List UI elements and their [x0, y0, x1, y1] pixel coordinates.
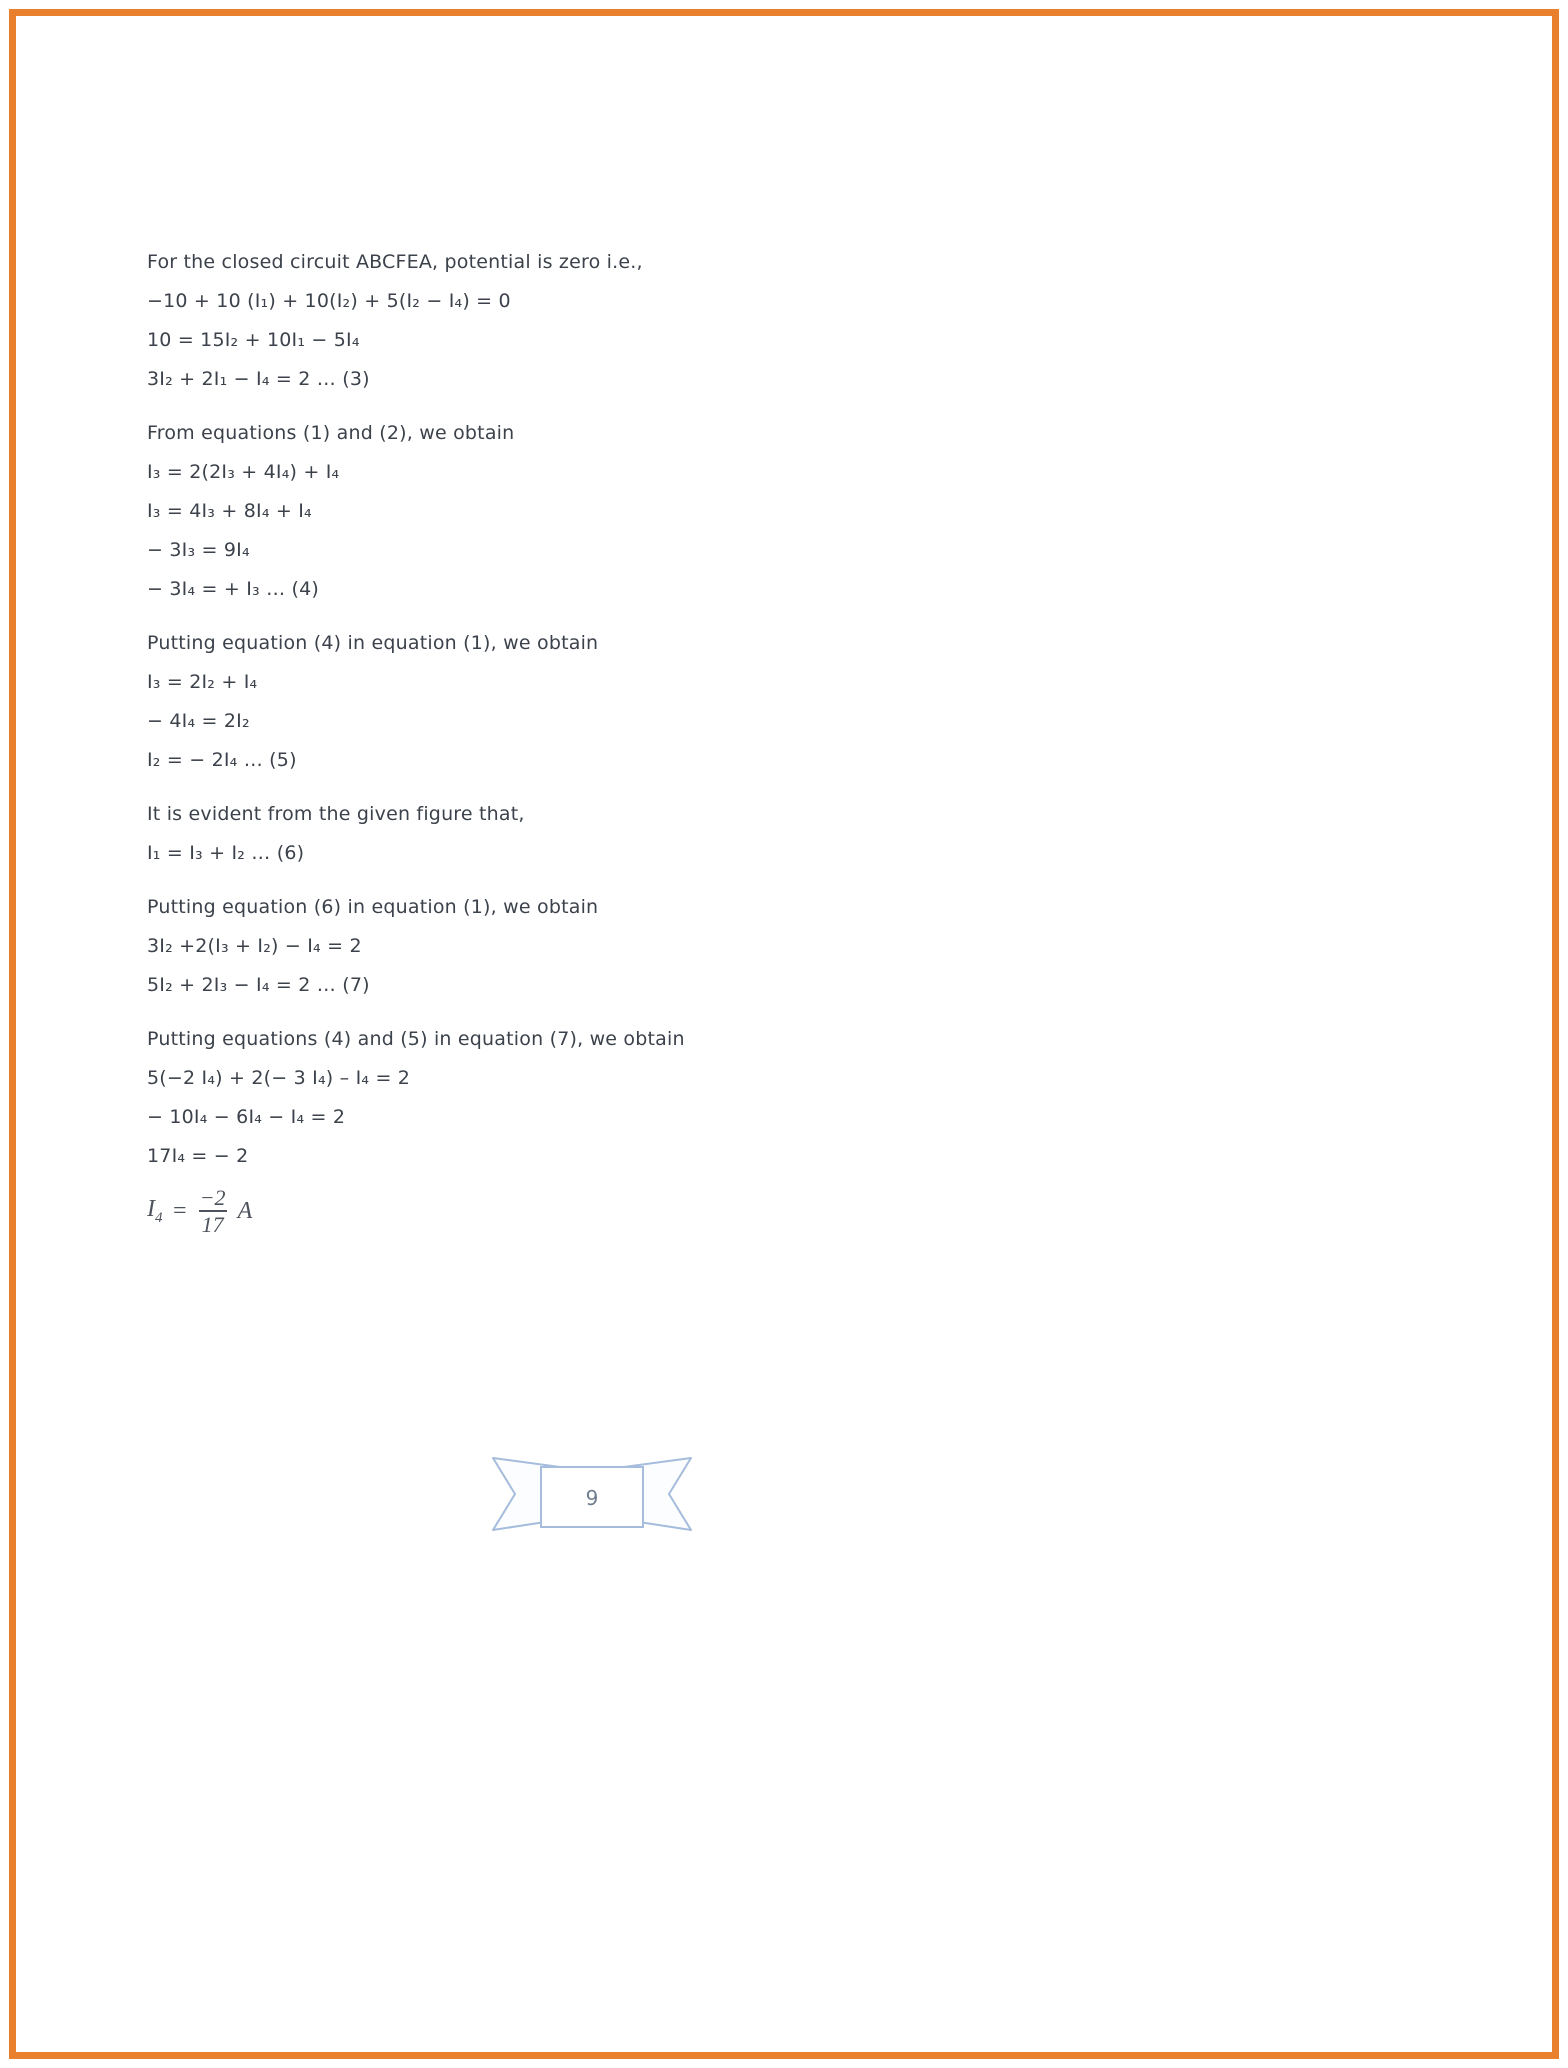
- equation-line: I₁ = I₃ + I₂ … (6): [147, 842, 305, 864]
- equation-line: − 10I₄ − 6I₄ − I₄ = 2: [147, 1106, 346, 1128]
- equation-line: I₃ = 2(2I₃ + 4I₄) + I₄: [147, 461, 340, 483]
- formula-lhs-subscript: 4: [155, 1209, 163, 1226]
- equation-line: 17I₄ = − 2: [147, 1145, 249, 1167]
- block-from-equations-1-2: [147, 423, 1347, 599]
- equation-line: − 3I₃ = 9I₄: [147, 539, 250, 561]
- equation-line: 3I₂ + 2I₁ − I₄ = 2 … (3): [147, 368, 370, 390]
- fraction: [197, 1185, 229, 1238]
- equation-line: 10 = 15I₂ + 10I₁ − 5I₄: [147, 329, 360, 351]
- fraction-numerator: −2: [199, 1185, 226, 1210]
- formula-equals: =: [171, 1197, 188, 1224]
- block-putting-eq-4-in-1: [147, 633, 1347, 770]
- equation-line: 5(−2 I₄) + 2(− 3 I₄) – I₄ = 2: [147, 1067, 411, 1089]
- page-number: 9: [585, 1486, 599, 1510]
- text-line: Putting equations (4) and (5) in equation (7), we obtain: [147, 1028, 685, 1050]
- equation-line: I₃ = 4I₃ + 8I₄ + I₄: [147, 500, 312, 522]
- equation-line: I₃ = 2I₂ + I₄: [147, 671, 258, 693]
- fraction-denominator: 17: [199, 1210, 227, 1237]
- text-line: From equations (1) and (2), we obtain: [147, 422, 515, 444]
- block-putting-eq-6-in-1: [147, 897, 1347, 995]
- text-line: For the closed circuit ABCFEA, potential is zero i.e.,: [147, 251, 643, 273]
- formula-unit: A: [237, 1197, 253, 1224]
- text-line: Putting equation (4) in equation (1), we obtain: [147, 632, 599, 654]
- block-evident-from-figure: [147, 804, 1347, 863]
- page-number-ribbon: [477, 1452, 707, 1536]
- block-closed-circuit: [147, 252, 1347, 389]
- result-formula: [147, 1185, 1347, 1238]
- equation-line: − 4I₄ = 2I₂: [147, 710, 250, 732]
- document-content: [147, 252, 1347, 1238]
- equation-line: I₂ = − 2I₄ … (5): [147, 749, 297, 771]
- block-putting-eq-4-5-in-7: [147, 1029, 1347, 1238]
- text-line: It is evident from the given figure that,: [147, 803, 525, 825]
- equation-line: −10 + 10 (I₁) + 10(I₂) + 5(I₂ − I₄) = 0: [147, 290, 511, 312]
- text-line: Putting equation (6) in equation (1), we obtain: [147, 896, 599, 918]
- equation-line: − 3I₄ = + I₃ … (4): [147, 578, 320, 600]
- formula-lhs: $I_4$: [147, 1195, 163, 1226]
- equation-line: 5I₂ + 2I₃ − I₄ = 2 … (7): [147, 974, 370, 996]
- equation-line: 3I₂ +2(I₃ + I₂) − I₄ = 2: [147, 935, 362, 957]
